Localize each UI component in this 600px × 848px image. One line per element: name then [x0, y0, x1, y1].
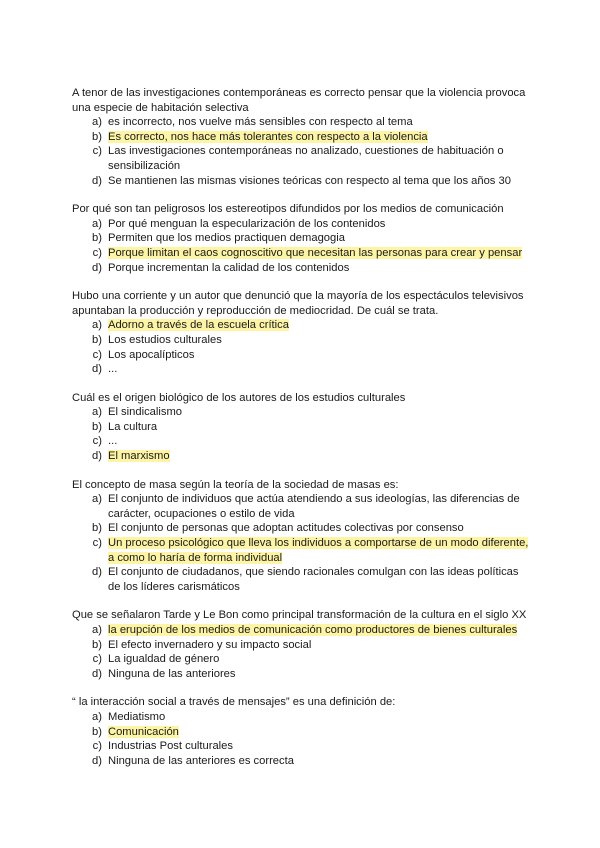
option-letter: d)	[92, 667, 102, 680]
question-text: Cuál es el origen biológico de los autores de los estudios culturales	[72, 391, 406, 404]
option-item	[72, 434, 532, 449]
option-text: El conjunto de ciudadanos, que siendo racionales comulgan con las ideas políticas de los líderes carismáticos	[108, 566, 519, 593]
option-letter: a)	[92, 624, 102, 636]
option-text: ...	[108, 363, 118, 376]
option-item	[72, 130, 532, 145]
option-letter: d)	[92, 174, 102, 187]
option-text: El sindicalismo	[108, 406, 182, 419]
document-page	[72, 86, 532, 768]
option-letter: c)	[92, 435, 102, 448]
option-letter: a)	[92, 493, 102, 506]
option-item	[72, 521, 532, 536]
option-letter: d)	[92, 363, 102, 376]
option-item	[72, 362, 532, 377]
option-item	[72, 246, 532, 261]
option-text: Ninguna de las anteriores es correcta	[108, 754, 294, 767]
question-text: “ la interacción social a través de mensajes” es una definición de:	[72, 696, 396, 709]
options-list	[72, 318, 532, 376]
option-item	[72, 623, 532, 638]
option-letter: b)	[92, 333, 102, 346]
option-text-highlighted: Porque limitan el caos cognoscitivo que necesitan las personas para crear y pensar	[108, 246, 523, 259]
option-item	[72, 261, 532, 276]
option-letter: d)	[92, 450, 102, 463]
option-item	[72, 667, 532, 682]
option-letter: c)	[92, 348, 102, 361]
question-4	[72, 391, 532, 464]
option-letter: a)	[92, 116, 102, 129]
option-item	[72, 231, 532, 246]
option-item	[72, 420, 532, 435]
option-item	[72, 638, 532, 653]
option-item	[72, 348, 532, 363]
question-1	[72, 86, 532, 188]
option-letter: b)	[92, 638, 102, 651]
question-text: A tenor de las investigaciones contemporáneas es correcto pensar que la violencia provoca una especie de habitación selectiva	[72, 87, 526, 114]
option-item	[72, 536, 532, 565]
option-text: La igualdad de género	[108, 653, 220, 666]
option-item	[72, 405, 532, 420]
options-list	[72, 710, 532, 768]
option-text: Los estudios culturales	[108, 333, 222, 346]
option-item	[72, 333, 532, 348]
option-item	[72, 710, 532, 725]
option-item	[72, 115, 532, 130]
option-text: Porque incrementan la calidad de los contenidos	[108, 261, 350, 274]
question-7	[72, 695, 532, 768]
option-item	[72, 318, 532, 333]
option-item	[72, 754, 532, 769]
option-letter: a)	[92, 217, 102, 230]
options-list	[72, 405, 532, 463]
options-list	[72, 623, 532, 681]
question-text: Hubo una corriente y un autor que denunció que la mayoría de los espectáculos televisivos apuntaban la producción y reproducción de mediocridad. De cuál se trata.	[72, 290, 524, 317]
option-text-highlighted: Un proceso psicológico que lleva los individuos a comportarse de un modo diferente, a como lo haría de forma individual	[108, 537, 529, 564]
option-letter: b)	[92, 725, 102, 738]
option-text: Mediatismo	[108, 710, 166, 723]
option-text: ...	[108, 435, 118, 448]
option-letter: d)	[92, 566, 102, 579]
option-text: Por qué menguan la especularización de los contenidos	[108, 217, 386, 230]
option-text: Los apocalípticos	[108, 348, 195, 361]
option-item	[72, 739, 532, 754]
option-text-highlighted: Es correcto, nos hace más tolerantes con respecto a la violencia	[108, 130, 428, 143]
option-text: El conjunto de personas que adoptan actitudes colectivas por consenso	[108, 522, 464, 535]
option-letter: c)	[92, 537, 102, 550]
option-item	[72, 144, 532, 173]
question-5	[72, 478, 532, 595]
option-text: Industrias Post culturales	[108, 740, 233, 753]
option-text-highlighted: la erupción de los medios de comunicación como productores de bienes culturales	[108, 624, 518, 636]
option-item	[72, 449, 532, 464]
options-list	[72, 492, 532, 594]
option-letter: b)	[92, 232, 102, 245]
option-item	[72, 652, 532, 667]
option-text-highlighted: Comunicación	[108, 725, 179, 738]
option-text: es incorrecto, nos vuelve más sensibles con respecto al tema	[108, 116, 413, 129]
question-3	[72, 289, 532, 377]
option-text: Se mantienen las mismas visiones teóricas con respecto al tema que los años 30	[108, 174, 511, 187]
option-text: Las investigaciones contemporáneas no analizado, cuestiones de habituación o sensibilización	[108, 145, 504, 172]
question-text: El concepto de masa según la teoría de la sociedad de masas es:	[72, 478, 399, 491]
option-letter: d)	[92, 754, 102, 767]
options-list	[72, 217, 532, 275]
option-text: El efecto invernadero y su impacto social	[108, 638, 312, 651]
option-letter: b)	[92, 420, 102, 433]
question-6	[72, 608, 532, 681]
option-letter: a)	[92, 710, 102, 723]
option-text: Permiten que los medios practiquen demagogia	[108, 232, 345, 245]
option-item	[72, 174, 532, 189]
option-letter: b)	[92, 130, 102, 143]
options-list	[72, 115, 532, 188]
option-letter: c)	[92, 246, 102, 259]
option-letter: c)	[92, 653, 102, 666]
option-letter: b)	[92, 522, 102, 535]
question-2	[72, 202, 532, 275]
option-text: El conjunto de individuos que actúa atendiendo a sus ideologías, las diferencias de carácter, ocupaciones o estilo de vida	[108, 493, 520, 520]
option-letter: c)	[92, 145, 102, 158]
option-letter: a)	[92, 319, 102, 332]
option-item	[72, 725, 532, 740]
option-letter: c)	[92, 740, 102, 753]
option-item	[72, 565, 532, 594]
option-text-highlighted: El marxismo	[108, 450, 170, 463]
option-text: La cultura	[108, 420, 158, 433]
option-text: Ninguna de las anteriores	[108, 667, 236, 680]
question-text: Que se señalaron Tarde y Le Bon como principal transformación de la cultura en el siglo XX	[72, 609, 527, 622]
option-text-highlighted: Adorno a través de la escuela crítica	[108, 319, 289, 332]
option-letter: d)	[92, 261, 102, 274]
option-item	[72, 492, 532, 521]
option-letter: a)	[92, 406, 102, 419]
option-item	[72, 217, 532, 232]
question-text: Por qué son tan peligrosos los estereotipos difundidos por los medios de comunicación	[72, 203, 504, 216]
